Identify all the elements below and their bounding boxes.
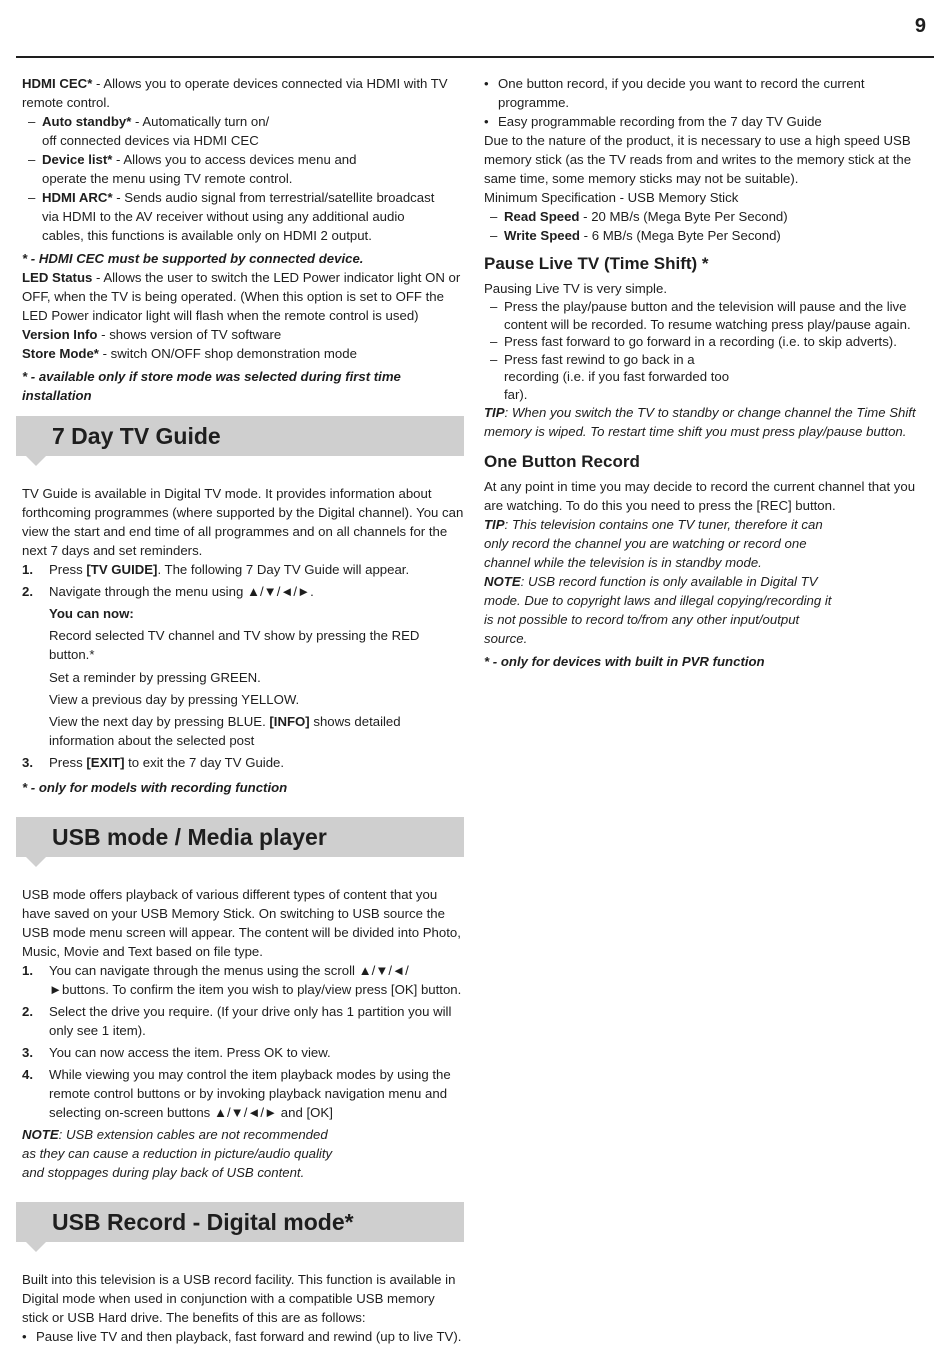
pause-item: – Press fast rewind to go back in a recording (i.e. if you fast forwarded too far). <box>484 351 924 404</box>
header-rule <box>16 56 934 58</box>
usb-mode-intro: USB mode offers playback of various different types of content that you have saved on your USB Memory Stick. On switching to USB source the USB mode menu screen will appear. The content will be divided into Photo, Music, Movie and Text based on file type. <box>22 887 461 960</box>
can-item: Record selected TV channel and TV show by pressing the RED button.* <box>49 628 420 663</box>
obr-intro: At any point in time you may decide to record the current channel that you are watching. To do this you need to press the [REC] button. <box>484 479 916 513</box>
store-desc: - switch ON/OFF shop demonstration mode <box>98 346 357 361</box>
benefit-bullet: • Easy programmable recording from the 7 day TV Guide <box>484 112 924 131</box>
pvr-note <box>484 652 924 671</box>
step-text: You can now access the item. Press OK to view. <box>49 1045 331 1061</box>
text: shows detailed information about the selected post <box>49 714 401 749</box>
desc: - 20 MB/s (Mega Byte Per Second) <box>579 209 788 224</box>
step-text: While viewing you may control the item playback modes by using the remote control buttons or by invoking playback navigation menu and selecting on-screen buttons ▲/▼/◄/► and [OK] <box>49 1067 451 1121</box>
one-button-record-heading: One Button Record <box>484 452 640 471</box>
write-speed-item <box>484 226 924 245</box>
store-mode-paragraph <box>22 344 464 363</box>
guide-step-1 <box>22 560 464 579</box>
cec-note <box>22 249 464 268</box>
desc: cables, this functions is available only on HDMI 2 output. <box>42 228 372 243</box>
guide-note <box>22 778 464 797</box>
min-spec-line: Minimum Specification - USB Memory Stick <box>484 190 739 205</box>
obr-note <box>484 572 844 648</box>
section-banner-usb-mode <box>16 817 464 857</box>
version-term: Version Info <box>22 327 98 342</box>
usb-step <box>22 1002 464 1040</box>
left-column <box>22 74 464 1346</box>
tip-text: : When you switch the TV to standby or change channel the Time Shift memory is wiped. To restart time shift you must press play/pause button. <box>484 405 916 439</box>
step-text: . The following 7 Day TV Guide will appear. <box>157 562 410 577</box>
cec-item-auto-standby <box>22 112 464 150</box>
step-number: 1. <box>22 562 33 577</box>
step-number: 4. <box>22 1067 33 1083</box>
guide-step-2 <box>22 582 464 601</box>
step-number: 2. <box>22 584 33 599</box>
led-term: LED Status <box>22 270 93 285</box>
pause-live-tv-heading: Pause Live TV (Time Shift) * <box>484 254 709 273</box>
usb-step <box>22 1043 464 1062</box>
pvr-note-text: * - only for devices with built in PVR function <box>484 654 765 669</box>
step-number: 1. <box>22 963 33 979</box>
pause-item: – Press the play/pause button and the television will pause and the live content will be recorded. To resume watching press play/pause again. <box>484 298 924 333</box>
read-speed-item <box>484 207 924 226</box>
cec-item-hdmi-arc <box>22 188 464 245</box>
benefit-bullet: • One button record, if you decide you want to record the current programme. <box>484 74 924 112</box>
usb-nature-paragraph: Due to the nature of the product, it is necessary to use a high speed USB memory stick (as the TV reads from and writes to the memory stick at the same time, some memory sticks may not be suitable). <box>484 133 912 186</box>
term: Device list* <box>42 152 113 167</box>
usb-step <box>22 961 464 999</box>
usb-mode-note <box>22 1125 342 1182</box>
key-label: [EXIT] <box>86 755 125 771</box>
tip-label: TIP <box>484 517 505 532</box>
step-text: Navigate through the menu using ▲/▼/◄/►. <box>49 584 314 599</box>
tip-text: : This television contains one TV tuner, therefore it can only record the channel you are watching or record one channel while the television is in standby mode. <box>484 517 823 570</box>
note-label: NOTE <box>484 574 521 589</box>
hdmi-cec-paragraph <box>22 74 464 112</box>
section-banner-tv-guide <box>16 416 464 456</box>
term: Auto standby* <box>42 114 132 129</box>
key-label: [TV GUIDE] <box>86 562 158 577</box>
page-number: 9 <box>914 15 926 37</box>
step-number: 2. <box>22 1004 33 1020</box>
led-status-paragraph <box>22 268 464 325</box>
section-title: USB mode / Media player <box>52 824 327 851</box>
section-banner-usb-record <box>16 1202 464 1242</box>
store-term: Store Mode* <box>22 346 99 361</box>
term: Read Speed <box>504 209 580 224</box>
can-item: Set a reminder by pressing GREEN. <box>49 669 261 685</box>
version-desc: - shows version of TV software <box>97 327 282 342</box>
key-label: [INFO] <box>269 714 310 730</box>
hdmi-cec-term: HDMI CEC* <box>22 76 93 91</box>
tip-label: TIP <box>484 405 505 420</box>
desc: via HDMI to the AV receiver without using any additional audio <box>42 209 405 224</box>
step-text: to exit the 7 day TV Guide. <box>124 755 285 771</box>
desc: - Automatically turn on/ <box>131 114 270 129</box>
can-now-heading <box>22 604 464 623</box>
usb-record-intro: Built into this television is a USB record facility. This function is available in Digital mode when used in conjunction with a compatible USB memory stick or USB Hard drive. The benefits of this are as follows: <box>22 1272 456 1326</box>
cec-note-text: * - HDMI CEC must be supported by connected device. <box>22 251 364 266</box>
term: HDMI ARC* <box>42 190 113 205</box>
note-text: : USB extension cables are not recommended as they can cause a reduction in picture/audio quality and stoppages during play back of USB content. <box>22 1127 333 1181</box>
step-text: Press <box>49 755 87 771</box>
pause-item: – Press fast forward to go forward in a recording (i.e. to skip adverts). <box>484 333 924 351</box>
guide-intro: TV Guide is available in Digital TV mode. It provides information about forthcoming programmes (where supported by the Digital channel). You can view the start and end time of all programmes and on all channels for the next 7 days and set reminders. <box>22 486 464 558</box>
section-title: 7 Day TV Guide <box>52 423 221 449</box>
step-number: 3. <box>22 755 33 771</box>
pause-intro: Pausing Live TV is very simple. <box>484 281 667 296</box>
desc: - Allows you to access devices menu and <box>112 152 357 167</box>
can-item-blue <box>22 712 464 750</box>
cec-item-device-list <box>22 150 464 188</box>
usb-step <box>22 1065 464 1122</box>
hdmi-cec-desc: - Allows you to operate devices connected via HDMI with TV remote control. <box>22 76 448 110</box>
desc: - 6 MB/s (Mega Byte Per Second) <box>579 228 781 243</box>
step-number: 3. <box>22 1045 33 1061</box>
led-desc: - Allows the user to switch the LED Power indicator light ON or OFF, when the TV is being operated. (When this option is set to OFF the LED Power indicator light will flash when the remote control is used) <box>22 270 461 323</box>
step-text: Press <box>49 562 87 577</box>
note-label: NOTE <box>22 1127 59 1143</box>
right-column <box>484 74 924 671</box>
desc: operate the menu using TV remote control. <box>42 171 293 186</box>
term: Write Speed <box>504 228 580 243</box>
desc: - Sends audio signal from terrestrial/satellite broadcast <box>112 190 435 205</box>
version-info-paragraph <box>22 325 464 344</box>
step-text: You can navigate through the menus using the scroll ▲/▼/◄/►buttons. To confirm the item you wish to play/view press [OK] button. <box>49 963 462 998</box>
can-item: View a previous day by pressing YELLOW. <box>49 691 300 707</box>
obr-tip <box>484 515 824 572</box>
text: View the next day by pressing BLUE. <box>49 714 270 730</box>
desc: off connected devices via HDMI CEC <box>42 133 259 148</box>
guide-step-3 <box>22 753 464 772</box>
section-title: USB Record - Digital mode* <box>52 1209 354 1236</box>
note-text: : USB record function is only available in Digital TV mode. Due to copyright laws and illegal copying/recording it is not possible to record to/from any other input/output source. <box>484 574 832 646</box>
store-note-text: * - available only if store mode was selected during first time installation <box>22 369 401 403</box>
guide-note-text: * - only for models with recording function <box>22 780 288 796</box>
usb-record-bullet: • Pause live TV and then playback, fast forward and rewind (up to live TV). <box>22 1327 464 1346</box>
can-now-text: You can now: <box>49 606 134 621</box>
pause-tip <box>484 403 924 441</box>
store-note <box>22 367 464 405</box>
step-text: Select the drive you require. (If your drive only has 1 partition you will only see 1 item). <box>49 1004 452 1039</box>
